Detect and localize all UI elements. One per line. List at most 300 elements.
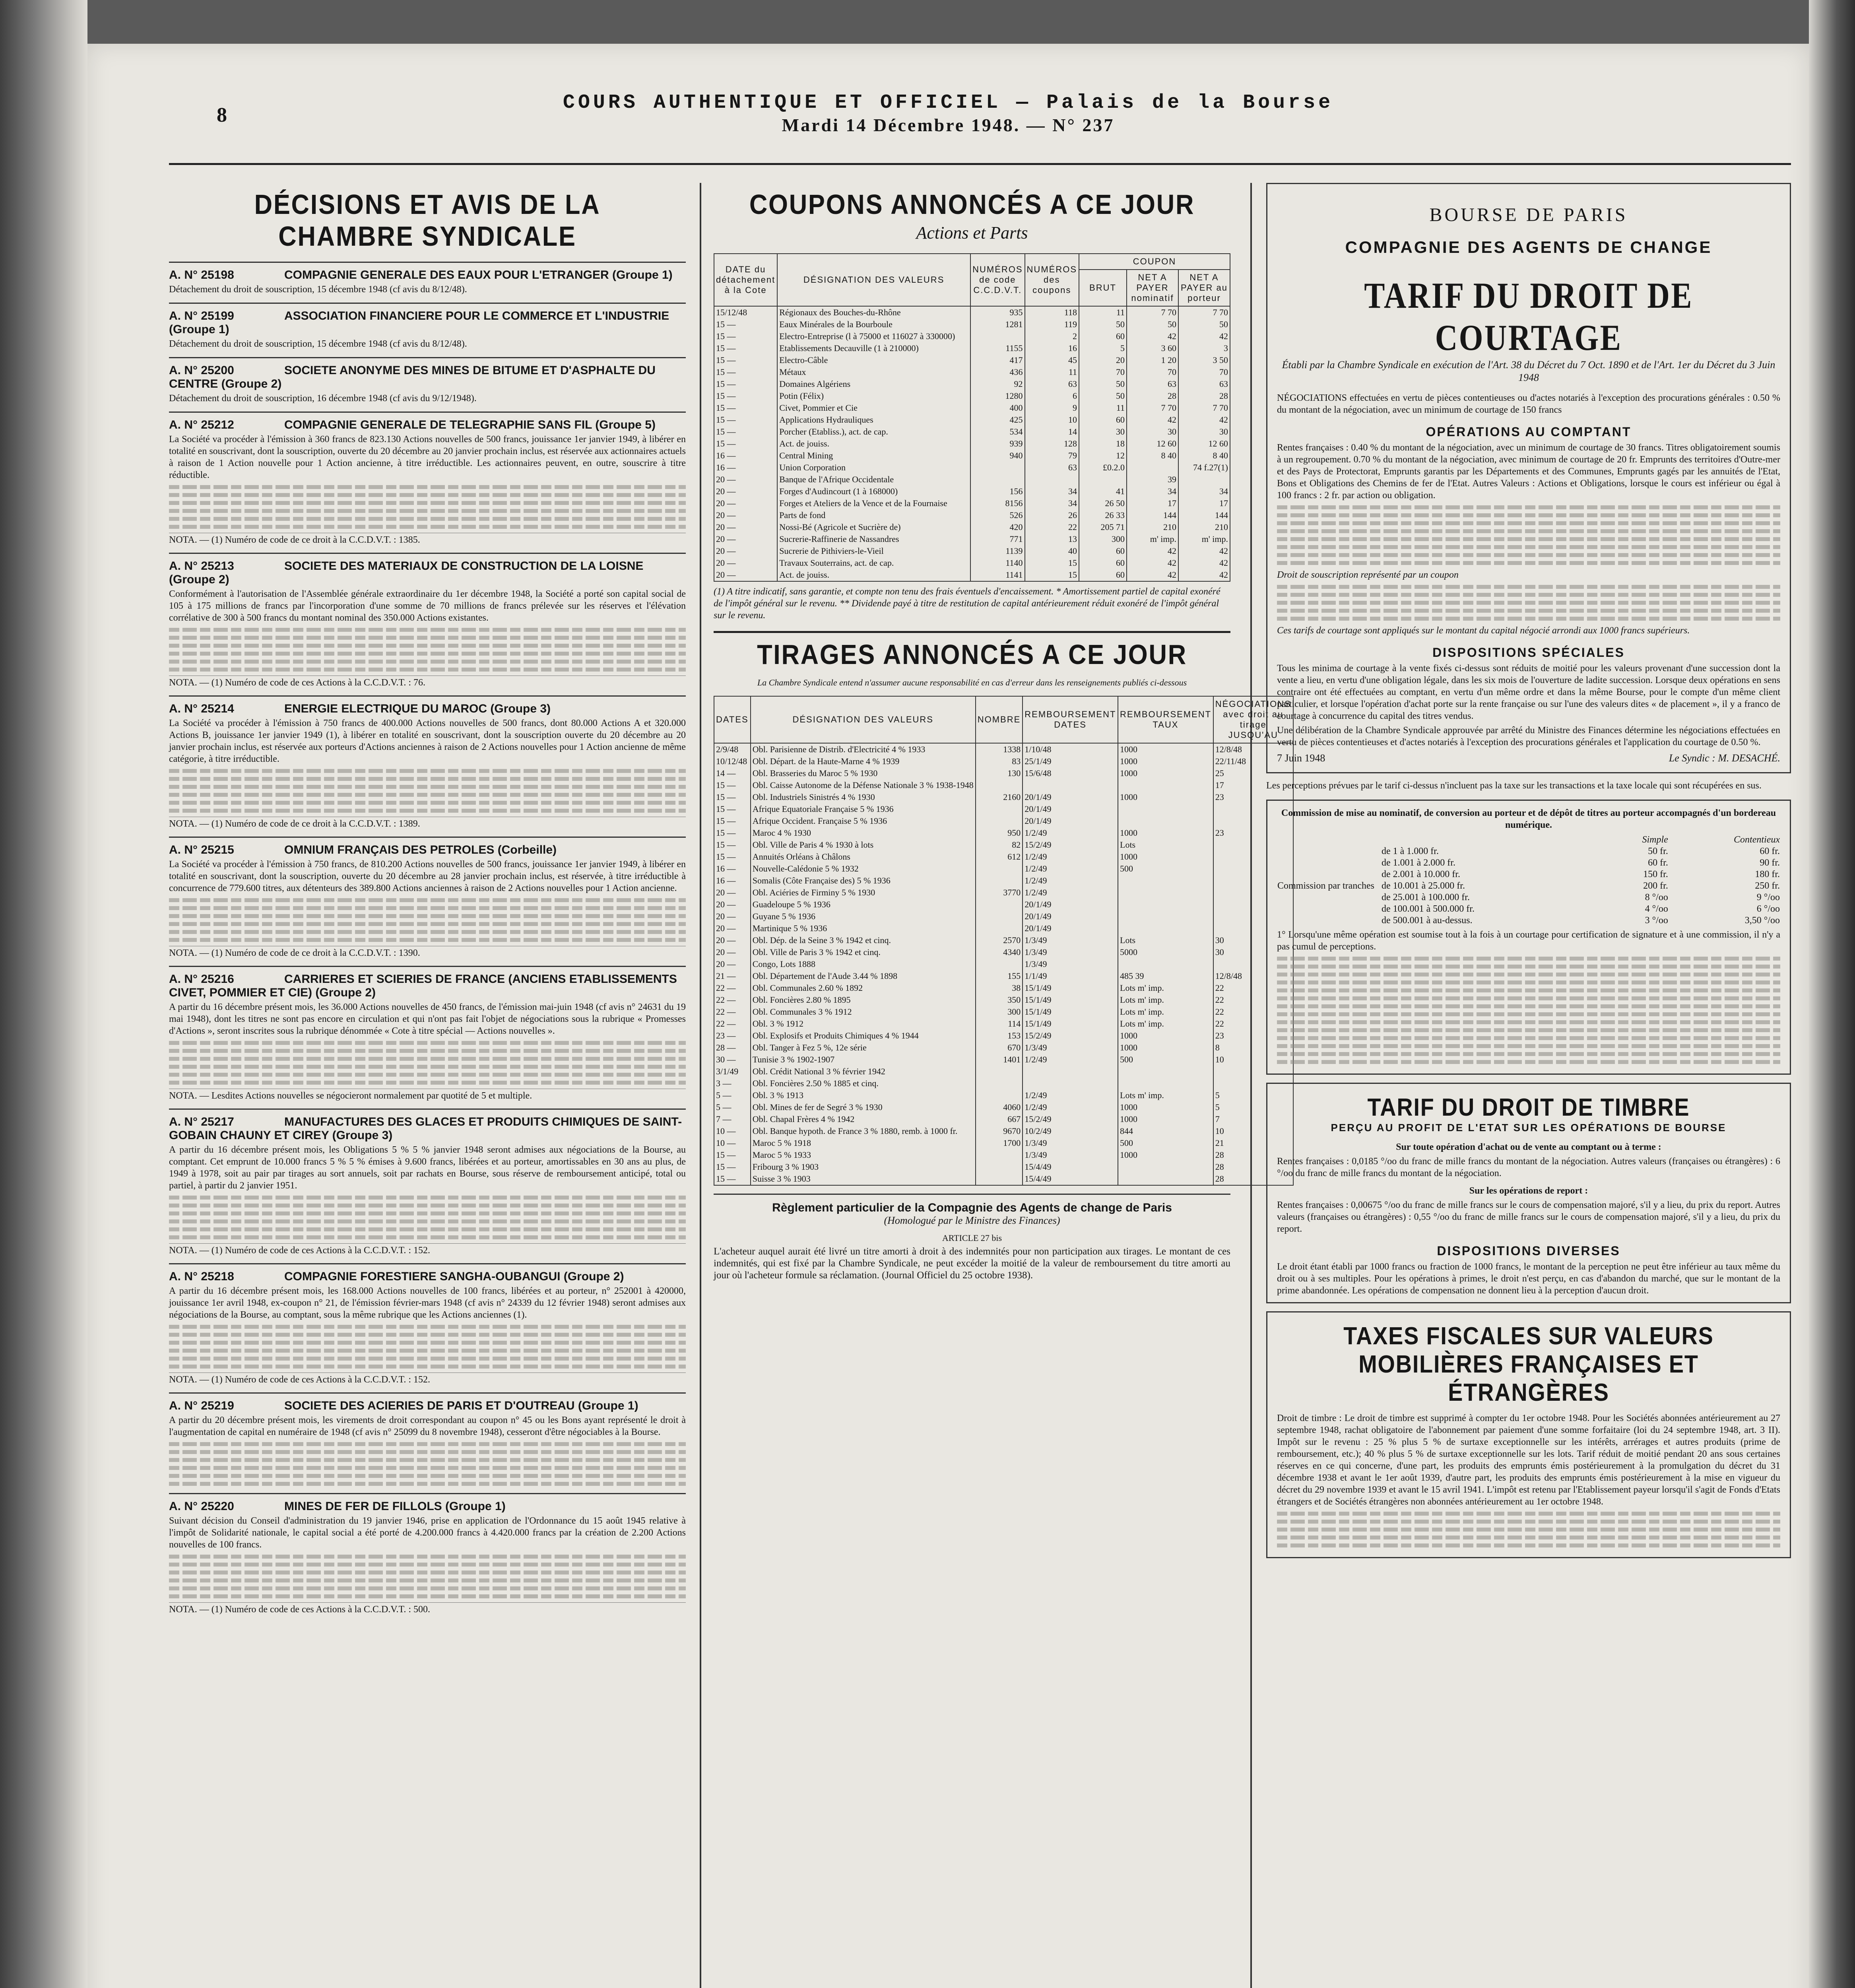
commission-cell: 3,50 °/oo — [1744, 915, 1780, 926]
notice-company: ASSOCIATION FINANCIERE POUR LE COMMERCE ET L'INDUSTRIE (Groupe 1) — [169, 309, 669, 336]
coupon-cell: 20 — — [714, 569, 777, 581]
notice-head — [169, 1115, 686, 1142]
tirage-cell: 2160 — [976, 791, 1023, 803]
coupons-table — [714, 253, 1230, 582]
tirage-cell: 15 — — [714, 1149, 751, 1161]
notice-item — [169, 695, 686, 829]
coupon-cell: 20 — [1079, 354, 1127, 366]
commission-box — [1266, 800, 1791, 1075]
tirage-cell: 28 — — [714, 1042, 751, 1054]
coupon-cell: Forges d'Audincourt (1 à 168000) — [777, 485, 970, 497]
tirage-cell: Lots m' imp. — [1118, 1018, 1213, 1030]
commission-cell: 150 fr. — [1643, 869, 1668, 879]
tirage-cell: 15 — — [714, 791, 751, 803]
tirage-cell: 14 — — [714, 767, 751, 779]
commission-cell: de 100.001 à 500.000 fr. — [1382, 904, 1475, 914]
coupon-row — [714, 426, 1230, 438]
tirage-cell — [1118, 875, 1213, 887]
commission-cell: 250 fr. — [1755, 881, 1780, 891]
notice-continuation — [169, 1442, 686, 1486]
coupon-row — [714, 342, 1230, 354]
coupon-cell: Métaux — [777, 366, 970, 378]
coupon-cell: 119 — [1025, 318, 1079, 330]
timbre-comptant-title: Sur toute opération d'achat ou de vente au comptant ou à terme : — [1396, 1142, 1661, 1152]
tirage-cell: 10 — [1213, 1054, 1293, 1066]
tirage-cell: Lots m' imp. — [1118, 982, 1213, 994]
notice-company: SOCIETE DES MATERIAUX DE CONSTRUCTION DE LA LOISNE (Groupe 2) — [169, 559, 644, 586]
notice-ref: A. N° 25216 — [169, 973, 234, 986]
notice-head — [169, 843, 686, 857]
coupons-subtitle: Actions et Parts — [916, 223, 1028, 243]
notice-company: COMPAGNIE GENERALE DES EAUX POUR L'ETRANGER (Groupe 1) — [284, 268, 673, 282]
coupon-cell: Potin (Félix) — [777, 390, 970, 402]
tirage-cell: Obl. Crédit National 3 % février 1942 — [751, 1066, 976, 1077]
tirage-row — [714, 1042, 1293, 1054]
tirage-cell: 20/1/49 — [1023, 791, 1118, 803]
tirage-row — [714, 1006, 1293, 1018]
tirage-cell: 15 — — [714, 1173, 751, 1185]
tirage-cell: 15 — — [714, 839, 751, 851]
tirage-cell: 12/8/48 — [1213, 970, 1293, 982]
coupon-cell: 17 — [1178, 497, 1230, 509]
tirage-cell: Obl. 3 % 1912 — [751, 1018, 976, 1030]
tirage-cell: 38 — [976, 982, 1023, 994]
coupon-cell: 28 — [1127, 390, 1178, 402]
masthead-rule — [169, 163, 1791, 165]
commission-row — [1277, 857, 1780, 869]
tirage-cell: 15 — — [714, 1161, 751, 1173]
tirage-cell: 15 — — [714, 779, 751, 791]
notice-body: La Société va procéder à l'émission à 750 francs de 400.000 Actions nouvelles de 500 francs, dont 80.000 Actions A et 320.000 Actions B, jouissance 1er janvier 1949 (1), à libérer en totalité en souscrivant, dont la souscription ouverte du 20 décembre au 20 janvier prochain inclus, est réservée aux porteurs d'Actions anciennes à raison de 2 Actions nouvelles pour 1 Action ancienne de même catégorie, à titre irréductible. — [169, 718, 686, 764]
coupon-cell: 16 — [1025, 342, 1079, 354]
tirage-row — [714, 958, 1293, 970]
coupon-cell: 42 — [1127, 545, 1178, 557]
tirage-cell: 1/3/49 — [1023, 958, 1118, 970]
tirage-row — [714, 815, 1293, 827]
decisions-title: DÉCISIONS ET AVIS DE LA CHAMBRE SYNDICALE — [254, 189, 601, 252]
tirage-cell: 1000 — [1118, 743, 1213, 755]
coupon-cell: 15 — — [714, 426, 777, 438]
tirage-cell: 23 — [1213, 827, 1293, 839]
coupon-cell: 79 — [1025, 450, 1079, 462]
coupon-cell: m' imp. — [1127, 533, 1178, 545]
tirage-row — [714, 755, 1293, 767]
coupon-cell: Sucrerie-Raffinerie de Nassandres — [777, 533, 970, 545]
tirage-cell: 4060 — [976, 1101, 1023, 1113]
reglement-text: L'acheteur auquel aurait été livré un titre amorti à droit à des indemnités pour non participation aux tirages. Le montant de ces indemnités, qui est fixé par la Chambre Syndicale, ne peut excéder la moitié de la valeur de remboursement du titre amorti au jour où l'acheteur formule sa réclamation. (Journal Officiel du 25 octobre 1938). — [714, 1246, 1230, 1281]
coupon-cell: m' imp. — [1178, 533, 1230, 545]
coupon-cell: 1280 — [970, 390, 1025, 402]
commission-title: Commission de mise au nominatif, de conversion au porteur et de dépôt de titres au porteur accompagnés d'un bordereau numérique. — [1281, 808, 1776, 830]
tirage-cell: 30 — [1213, 946, 1293, 958]
tirage-cell: Lots m' imp. — [1118, 994, 1213, 1006]
tirage-cell: 1/2/49 — [1023, 827, 1118, 839]
tirage-cell: 17 — [1213, 779, 1293, 791]
masthead-title: COURS AUTHENTIQUE ET OFFICIEL — Palais de la Bourse — [563, 91, 1334, 114]
coupon-cell: 8 40 — [1178, 450, 1230, 462]
coupon-cell: 6 — [1025, 390, 1079, 402]
commission-label — [1277, 846, 1381, 857]
notice-company: COMPAGNIE FORESTIERE SANGHA-OUBANGUI (Groupe 2) — [284, 1270, 624, 1283]
coupon-row — [714, 378, 1230, 390]
commission-detail — [1277, 957, 1780, 1064]
commission-label — [1277, 857, 1381, 869]
tirage-row — [714, 1125, 1293, 1137]
coupon-cell: 210 — [1178, 521, 1230, 533]
coupon-cell: Travaux Souterrains, act. de cap. — [777, 557, 970, 569]
tirage-cell: 485 39 — [1118, 970, 1213, 982]
tirage-cell: 20 — — [714, 946, 751, 958]
coupon-cell: 30 — [1079, 426, 1127, 438]
timbre-comptant-text: Rentes françaises : 0,0185 °/oo du franc de mille francs du montant de la négociation. Autres valeurs (françaises ou étrangères) : 6 °/oo du franc de mille francs du montant de la négociation. — [1277, 1156, 1780, 1178]
tirage-cell: 1000 — [1118, 827, 1213, 839]
commission-cell: 200 fr. — [1643, 881, 1668, 891]
notice-nota: NOTA. — (1) Numéro de code de ces Actions à la C.C.D.V.T. : 152. — [169, 1243, 686, 1256]
tirage-cell: 28 — [1213, 1149, 1293, 1161]
tirage-cell: Nouvelle-Calédonie 5 % 1932 — [751, 863, 976, 875]
coupon-cell: 20 — — [714, 521, 777, 533]
notice-item — [169, 837, 686, 959]
courtage-title: TARIF DU DROIT DE COURTAGE — [1364, 275, 1693, 358]
commission-cell: 6 °/oo — [1756, 904, 1780, 914]
dispositions-title: DISPOSITIONS SPÉCIALES — [1432, 645, 1625, 660]
coupons-header-numeros: NUMÉROS des coupons — [1025, 254, 1079, 306]
tirage-cell: 1000 — [1118, 1101, 1213, 1113]
notice-ref: A. N° 25219 — [169, 1399, 234, 1412]
tirage-cell — [1023, 1077, 1118, 1089]
tirage-cell: 21 — — [714, 970, 751, 982]
tirage-row — [714, 946, 1293, 958]
diverses-text: Le droit étant établi par 1000 francs ou fraction de 1000 francs, le montant de la perception ne peut être inférieur au taux même du droit ou à ses multiples. Pour les opérations à primes, le droit n'est perçu, en cas d'abandon du marché, que sur le montant de la prime abandonnée. Les opérations de compensation ne donnent lieu à la perception d'aucun droit. — [1277, 1262, 1780, 1296]
coupon-cell: 20 — — [714, 474, 777, 485]
tirage-cell: Obl. Caisse Autonome de la Défense Nationale 3 % 1938-1948 — [751, 779, 976, 791]
coupon-cell: Union Corporation — [777, 462, 970, 474]
tirage-cell — [1118, 922, 1213, 934]
coupon-cell: Electro-Câble — [777, 354, 970, 366]
notice-continuation — [169, 628, 686, 672]
coupon-cell: 935 — [970, 306, 1025, 318]
tirage-row — [714, 1030, 1293, 1042]
coupon-cell: 1281 — [970, 318, 1025, 330]
operations-text: Rentes françaises : 0.40 % du montant de la négociation, avec un minimum de courtage de 30 francs. Titres obligatoirement soumis à un regroupement. 0.70 % du montant de la négociation, avec minimum de courtage de 20 fr. Emprunts des territoires d'Outre-mer et des Pays de Protectorat, Emprunts garantis par les Départements et des Communes, Emprunts gagés par les annuités de l'Etat, Bons et Obligations des Chemins de fer de l'Etat. Autres Valeurs : Actions et Obligations, lorsque le cours est inférieur ou égal à 100 francs : 2 fr. par action ou obligation. — [1277, 443, 1780, 501]
commission-label — [1277, 892, 1381, 903]
coupon-cell: 128 — [1025, 438, 1079, 450]
commission-cell: 180 fr. — [1755, 869, 1780, 879]
coupon-cell: 20 — — [714, 545, 777, 557]
coupon-cell: 50 — [1079, 378, 1127, 390]
coupon-row — [714, 545, 1230, 557]
tirage-cell: 1000 — [1118, 1042, 1213, 1054]
tirage-cell: 16 — — [714, 875, 751, 887]
coupons-header-code: NUMÉROS de code C.C.D.V.T. — [970, 254, 1025, 306]
tirage-cell — [1118, 887, 1213, 899]
souscription-note: Ces tarifs de courtage sont appliqués sur le montant du capital négocié arrondi aux 1000 francs supérieurs. — [1277, 625, 1690, 636]
coupon-cell: 26 — [1025, 509, 1079, 521]
coupon-cell — [1127, 462, 1178, 474]
coupon-row — [714, 354, 1230, 366]
tirage-cell — [1023, 779, 1118, 791]
tirage-cell: Suisse 3 % 1903 — [751, 1173, 976, 1185]
notice-ref: A. N° 25214 — [169, 702, 234, 715]
tirages-header-designation: DÉSIGNATION DES VALEURS — [751, 696, 976, 743]
coupon-cell: £0.2.0 — [1079, 462, 1127, 474]
tirage-cell: Tunisie 3 % 1902-1907 — [751, 1054, 976, 1066]
tirage-cell: 1/2/49 — [1023, 875, 1118, 887]
tirage-cell — [976, 1066, 1023, 1077]
coupon-cell: Act. de jouiss. — [777, 569, 970, 581]
tirage-cell: 20 — — [714, 911, 751, 922]
courtage-subtitle: Établi par la Chambre Syndicale en exécution de l'Art. 38 du Décret du 7 Oct. 1890 et de l'Art. 1er du Décret du 3 Juin 1948 — [1282, 359, 1775, 383]
tirage-cell: Obl. Mines de fer de Segré 3 % 1930 — [751, 1101, 976, 1113]
tirage-cell: Maroc 5 % 1918 — [751, 1137, 976, 1149]
tirage-cell: 1000 — [1118, 851, 1213, 863]
tirage-cell: 23 — [1213, 791, 1293, 803]
coupons-header-nominatif: NET A PAYER nominatif — [1127, 270, 1178, 306]
coupon-row — [714, 557, 1230, 569]
notice-body: Détachement du droit de souscription, 15 décembre 1948 (cf avis du 8/12/48). — [169, 339, 467, 349]
coupon-cell: 10 — [1025, 414, 1079, 426]
tirage-row — [714, 982, 1293, 994]
tirage-cell — [1023, 1066, 1118, 1077]
tirage-cell: 1/10/48 — [1023, 743, 1118, 755]
coupon-cell: 417 — [970, 354, 1025, 366]
tirage-cell — [1118, 779, 1213, 791]
coupon-cell: Sucrerie de Pithiviers-le-Vieil — [777, 545, 970, 557]
tirage-cell — [976, 803, 1023, 815]
perceptions-text: Les perceptions prévues par le tarif ci-dessus n'incluent pas la taxe sur les transactions et la taxe locale qui sont récupérées en sus. — [1266, 780, 1762, 791]
notice-company: MINES DE FER DE FILLOLS (Groupe 1) — [284, 1500, 506, 1513]
tirage-row — [714, 1077, 1293, 1089]
coupon-cell: 15 — — [714, 354, 777, 366]
coupon-row — [714, 462, 1230, 474]
coupon-cell: 30 — [1178, 426, 1230, 438]
notice-item — [169, 357, 686, 404]
tirage-cell: Obl. Aciéries de Firminy 5 % 1930 — [751, 887, 976, 899]
coupon-cell: 63 — [1025, 462, 1079, 474]
souscription-detail — [1277, 585, 1780, 621]
tirage-cell: 20 — — [714, 887, 751, 899]
notice-nota: NOTA. — (1) Numéro de code de ces Actions à la C.C.D.V.T. : 76. — [169, 676, 686, 688]
notice-body: Détachement du droit de souscription, 15 décembre 1948 (cf avis du 8/12/48). — [169, 284, 467, 295]
coupon-cell: 26 50 — [1079, 497, 1127, 509]
coupon-cell: 156 — [970, 485, 1025, 497]
tirage-cell: 20 — — [714, 922, 751, 934]
tirage-cell: 3770 — [976, 887, 1023, 899]
coupon-cell: 436 — [970, 366, 1025, 378]
tirage-cell — [1118, 1077, 1213, 1089]
tirage-cell: Congo, Lots 1888 — [751, 958, 976, 970]
tirage-cell: 5 — — [714, 1101, 751, 1113]
tirage-row — [714, 970, 1293, 982]
tirage-cell — [976, 1173, 1023, 1185]
tirage-cell: 1000 — [1118, 1113, 1213, 1125]
notice-continuation — [169, 1196, 686, 1239]
tirage-cell: 83 — [976, 755, 1023, 767]
tirage-row — [714, 922, 1293, 934]
tirage-row — [714, 1089, 1293, 1101]
notice-item — [169, 1392, 686, 1486]
commission-label — [1277, 903, 1381, 915]
reglement-article: ARTICLE 27 bis — [942, 1233, 1002, 1243]
coupon-cell: 26 33 — [1079, 509, 1127, 521]
signature-syndic: Le Syndic : M. DESACHÉ. — [1669, 752, 1780, 764]
coupon-cell: 14 — [1025, 426, 1079, 438]
tirage-cell — [1118, 1173, 1213, 1185]
tirage-row — [714, 851, 1293, 863]
coupon-row — [714, 438, 1230, 450]
tirage-cell: 500 — [1118, 1137, 1213, 1149]
coupon-cell: 11 — [1079, 402, 1127, 414]
tirage-cell: 10 — — [714, 1125, 751, 1137]
tirage-cell: 500 — [1118, 1054, 1213, 1066]
tirage-cell: 1/2/49 — [1023, 851, 1118, 863]
commission-label — [1277, 869, 1381, 880]
notice-body: La Société va procéder à l'émission à 360 francs de 823.130 Actions nouvelles de 500 francs, jouissance 1er janvier 1949, à libérer en totalité en souscrivant, dont la souscription, ouverte du 20 décembre au 20 janvier prochain inclus, est réservée aux actionnaires actuels à raison de 1 Action nouvelle pour 1 Action ancienne, à titre irréductible. Les actionnaires peuvent, en outre, souscrire à titre réductible. — [169, 434, 686, 480]
tirage-cell: 5000 — [1118, 946, 1213, 958]
tirage-row — [714, 803, 1293, 815]
coupon-cell: 939 — [970, 438, 1025, 450]
coupon-cell: 526 — [970, 509, 1025, 521]
tirage-cell: 15 — — [714, 815, 751, 827]
coupon-cell: Civet, Pommier et Cie — [777, 402, 970, 414]
tirage-cell: 7 — [1213, 1113, 1293, 1125]
coupon-cell: 74 f.27(1) — [1178, 462, 1230, 474]
tirages-header-remb-taux: REMBOURSEMENT TAUX — [1118, 696, 1213, 743]
page-number: 8 — [217, 104, 227, 126]
coupon-cell: Etablissements Decauville (1 à 210000) — [777, 342, 970, 354]
notice-item — [169, 1263, 686, 1385]
notice-company: MANUFACTURES DES GLACES ET PRODUITS CHIMIQUES DE SAINT-GOBAIN CHAUNY ET CIREY (Groupe 3) — [169, 1115, 682, 1142]
tirage-cell: 22 — — [714, 982, 751, 994]
tirage-row — [714, 1149, 1293, 1161]
tirage-row — [714, 1018, 1293, 1030]
tirage-cell: 22 — — [714, 1006, 751, 1018]
tirage-cell: 667 — [976, 1113, 1023, 1125]
coupons-header-designation: DÉSIGNATION DES VALEURS — [777, 254, 970, 306]
notice-ref: A. N° 25218 — [169, 1270, 234, 1283]
coupon-cell: 42 — [1178, 557, 1230, 569]
notice-body: Détachement du droit de souscription, 16 décembre 1948 (cf avis du 9/12/1948). — [169, 393, 477, 404]
coupon-row — [714, 306, 1230, 318]
notice-head — [169, 702, 686, 716]
negociations-text: NÉGOCIATIONS effectuées en vertu de pièces contentieuses ou d'actes notariés à l'exception des procurations générales : 0.50 % du montant de la négociation, avec un minimum de courtage de 150 francs — [1277, 393, 1780, 415]
masthead-date: Mardi 14 Décembre 1948. — N° 237 — [782, 115, 1115, 135]
notice-body: A partir du 16 décembre présent mois, les 168.000 Actions nouvelles de 100 francs, libérées et au porteur, n° 252001 à 420000, jouissance 1er avril 1948, ex-coupon n° 21, de l'émission février-mars 1948 (cf avis n° 24339 du 12 février 1948) seront admises aux négociations de la Bourse, au comptant, sous la même rubrique que les Actions anciennes (1). — [169, 1286, 686, 1320]
tirage-cell: 15/4/49 — [1023, 1173, 1118, 1185]
column-rule-1 — [700, 183, 701, 1988]
coupon-cell: 3 — [1178, 342, 1230, 354]
coupon-row — [714, 533, 1230, 545]
coupon-cell: 50 — [1079, 318, 1127, 330]
tirage-cell: 15/1/49 — [1023, 982, 1118, 994]
tirage-cell: 22 — [1213, 994, 1293, 1006]
tirage-cell: Obl. Brasseries du Maroc 5 % 1930 — [751, 767, 976, 779]
coupon-cell: 34 — [1025, 485, 1079, 497]
coupon-cell: 34 — [1127, 485, 1178, 497]
tirage-row — [714, 1137, 1293, 1149]
tirage-cell: 4340 — [976, 946, 1023, 958]
coupon-row — [714, 330, 1230, 342]
commission-cell: de 2.001 à 10.000 fr. — [1382, 869, 1460, 879]
coupon-cell: 34 — [1178, 485, 1230, 497]
tirage-cell: 1000 — [1118, 1030, 1213, 1042]
tirage-cell: 15/6/48 — [1023, 767, 1118, 779]
notice-item — [169, 303, 686, 350]
coupons-header-coupon: COUPON — [1079, 254, 1230, 270]
tirage-cell: Martinique 5 % 1936 — [751, 922, 976, 934]
tirage-row — [714, 779, 1293, 791]
tirage-cell — [976, 958, 1023, 970]
tirage-cell — [1118, 1161, 1213, 1173]
coupon-cell: 40 — [1025, 545, 1079, 557]
coupon-cell: 42 — [1127, 569, 1178, 581]
notice-nota: NOTA. — Lesdites Actions nouvelles se négocieront normalement par quotité de 5 et multiple. — [169, 1089, 686, 1101]
coupon-cell: 534 — [970, 426, 1025, 438]
coupon-cell: 15 — — [714, 414, 777, 426]
tirage-cell: 15/2/49 — [1023, 1113, 1118, 1125]
tirage-cell: 20/1/49 — [1023, 922, 1118, 934]
coupon-cell: 7 70 — [1127, 402, 1178, 414]
coupon-cell: 45 — [1025, 354, 1079, 366]
coupon-cell: 210 — [1127, 521, 1178, 533]
tirage-cell: Lots — [1118, 839, 1213, 851]
coupon-cell: 15 — — [714, 378, 777, 390]
tirage-cell: Annuités Orléans à Châlons — [751, 851, 976, 863]
tirage-cell — [976, 779, 1023, 791]
dispositions-text: Tous les minima de courtage à la vente fixés ci-dessus sont réduits de moitié pour les valeurs provenant d'une succession dont la vente a lieu, en vertu d'une obligation légale, dans les six mois de l'ouverture de ladite succession. Lorsque deux opérations en sens contraire ont été effectuées au comptant, en vertu d'un même ordre et dans la même Bourse, pour le compte d'un même client particulier, et lorsque l'opération d'achat porte sur la rente française ou sur l'une des valeurs dites « de placement », il y a franco de courtage à concurrence du capital des titres vendus. — [1277, 663, 1780, 721]
coupon-cell: 15 — [1025, 557, 1079, 569]
coupon-cell: 42 — [1178, 330, 1230, 342]
tirages-header-remb-dates: REMBOURSEMENT DATES — [1023, 696, 1118, 743]
coupon-cell: 12 60 — [1178, 438, 1230, 450]
tirage-row — [714, 743, 1293, 755]
commission-cell: de 25.001 à 100.000 fr. — [1382, 892, 1470, 903]
notice-ref: A. N° 25213 — [169, 559, 234, 573]
notice-ref: A. N° 25217 — [169, 1115, 234, 1128]
tirage-cell: Obl. Département de l'Aude 3.44 % 1898 — [751, 970, 976, 982]
coupon-row — [714, 521, 1230, 533]
coupon-cell: Domaines Algériens — [777, 378, 970, 390]
tirage-row — [714, 994, 1293, 1006]
coupon-cell: 16 — — [714, 450, 777, 462]
tirage-cell: 23 — [1213, 1030, 1293, 1042]
tirage-cell: Lots — [1118, 934, 1213, 946]
tirage-cell: 21 — [1213, 1137, 1293, 1149]
notice-body: A partir du 16 décembre présent mois, les Obligations 5 % 5 % janvier 1948 seront admises aux négociations de la Bourse, au comptant. Cet emprunt de 10.000 francs 5 % 5 % émises à 9.600 francs, libérées et au porteur, amortissables en 30 ans au plus, de 1949 à 1978, soit au pair par tirages au sort annuels, soit par rachats en Bourse, sous réserve de remboursement anticipé, total ou partiel, à partir du 2 janvier 1951. — [169, 1145, 686, 1191]
timbre-box — [1266, 1083, 1791, 1303]
timbre-report-text: Rentes françaises : 0,00675 °/oo du franc de mille francs sur le cours de compensation majoré, s'il y a lieu, du prix du report. Autres valeurs (françaises ou étrangères) : 0,55 °/oo du franc de mille francs sur le cours de compensation majoré, s'il y a lieu, du prix du report. — [1277, 1200, 1780, 1234]
coupon-row — [714, 509, 1230, 521]
tirages-header-dates: DATES — [714, 696, 751, 743]
tirage-cell: 670 — [976, 1042, 1023, 1054]
coupon-cell: 1 20 — [1127, 354, 1178, 366]
coupon-cell: 205 71 — [1079, 521, 1127, 533]
tirage-cell — [976, 1161, 1023, 1173]
commission-col-contentieux: Contentieux — [1734, 835, 1780, 845]
coupon-cell: 30 — [1127, 426, 1178, 438]
tirage-cell: 1/2/49 — [1023, 863, 1118, 875]
coupon-cell: 12 60 — [1127, 438, 1178, 450]
commission-text: 1° Lorsqu'une même opération est soumise tout à la fois à un courtage pour certification de signature et à une commission, il n'y a pas cumul de perceptions. — [1277, 930, 1780, 952]
tirage-cell: 1/1/49 — [1023, 970, 1118, 982]
coupon-cell: 5 — [1079, 342, 1127, 354]
coupons-title: COUPONS ANNONCÉS A CE JOUR — [749, 189, 1195, 220]
coupon-cell: 7 70 — [1178, 402, 1230, 414]
tirage-cell: 20/1/49 — [1023, 911, 1118, 922]
tirage-cell: 844 — [1118, 1125, 1213, 1137]
tirage-cell: 15 — — [714, 827, 751, 839]
coupon-cell: 144 — [1178, 509, 1230, 521]
